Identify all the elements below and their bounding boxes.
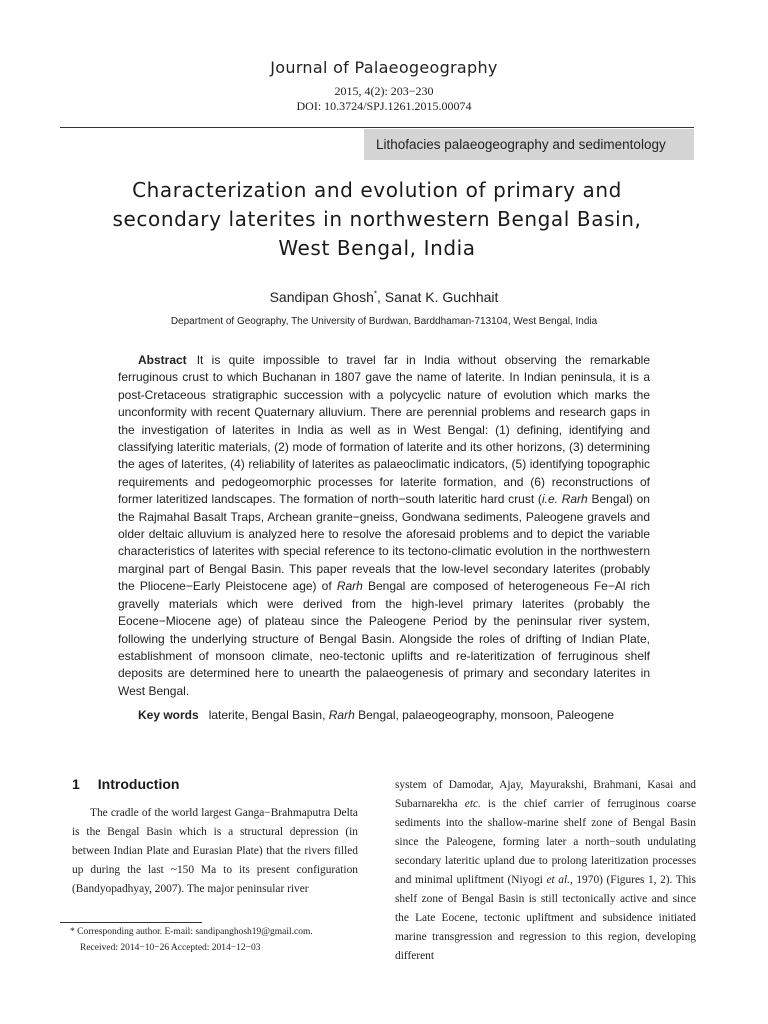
abstract-text: Bengal) on the Rajmahal Basalt Traps, Archean granite−gneiss, Gondwana sediments, Paleogene gravels and older deltaic alluvium is analyzed here to resolve the aforesaid problems and to depict the variable characteristics of laterites with special reference to its tectono-climatic evolution in the northwestern marginal part of Bengal Basin. This paper reveals that the low-level secondary laterites (probably the Pliocene−Early Pleistocene age) of bbox=[118, 492, 650, 594]
body-text-span: is the chief carrier of ferruginous coarse sediments into the shallow-marine shelf zone of Bengal Basin since the Paleogene, forming later a north−south undulating secondary lateritic upland due to prolong lateritization processes and minimal upliftment (Niyogi bbox=[395, 798, 697, 886]
body-text-span: system of Damodar, Ajay, Mayurakshi, Brahmani, Kasai and Subarnarekha bbox=[395, 779, 696, 810]
body-italic: et al. bbox=[546, 874, 570, 886]
header-divider bbox=[60, 127, 694, 128]
abstract-label: Abstract bbox=[138, 353, 187, 367]
title-line: secondary laterites in northwestern Bengal Basin, bbox=[112, 207, 642, 231]
journal-citation: 2015, 4(2): 203−230 bbox=[334, 84, 434, 98]
section-category-badge: Lithofacies palaeogeography and sedimentology bbox=[364, 129, 694, 160]
keywords-text: laterite, Bengal Basin, bbox=[208, 708, 329, 722]
body-italic: etc. bbox=[464, 798, 481, 810]
abstract bbox=[118, 352, 650, 700]
abstract-italic: Rarh bbox=[336, 579, 363, 594]
journal-meta bbox=[0, 84, 768, 114]
keywords-italic: Rarh bbox=[328, 708, 355, 722]
intro-paragraph-left: The cradle of the world largest Ganga−Brahmaputra Delta is the Bengal Basin which is a structural depression (in between Indian Plate and Eurasian Plate) that the rivers filled up during the last ~150 Ma to its present configuration (Bandyopadhyay, 2007). The major peninsular river bbox=[72, 807, 358, 895]
paper-title bbox=[60, 176, 694, 263]
body-text-span: , 1970) (Figures 1, 2). This shelf zone of Bengal Basin is still tectonically active and since the Late Eocene, tectonic upliftment and subsidence initiated marine transgression and regression to this region, developing different bbox=[395, 874, 696, 962]
author-name[interactable]: Sandipan Ghosh bbox=[269, 289, 374, 305]
abstract-italic: Rarh bbox=[561, 492, 588, 507]
journal-name: Journal of Palaeogeography bbox=[270, 58, 498, 77]
keywords-text: Bengal, palaeogeography, monsoon, Paleogene bbox=[354, 708, 615, 722]
section-heading-introduction bbox=[72, 776, 358, 792]
section-number: 1 bbox=[72, 776, 80, 792]
keywords bbox=[118, 708, 678, 722]
corresponding-author-note: * Corresponding author. E-mail: sandipanghosh19@gmail.com. bbox=[70, 927, 313, 937]
title-line: West Bengal, India bbox=[278, 236, 476, 260]
journal-doi[interactable]: DOI: 10.3724/SPJ.1261.2015.00074 bbox=[296, 99, 472, 113]
abstract-italic: i.e. bbox=[541, 492, 558, 507]
abstract-text: Bengal are composed of heterogeneous Fe−Al rich gravelly materials which were derived from the high-level primary laterites (probably the Eocene−Miocene age) of plateau since the Paleogene Period by the peninsular river system, following the underlying structure of Bengal Basin. Alongside the roles of drifting of Indian Plate, establishment of monsoon climate, neo-tectonic uplifts and re-lateritization of ferruginous shelf deposits are determined here to unearth the palaeogenesis of primary and secondary laterites in West Bengal. bbox=[118, 579, 650, 698]
corresponding-author-mark: * bbox=[373, 289, 378, 299]
intro-paragraph-right bbox=[395, 776, 696, 966]
affiliation: Department of Geography, The University of Burdwan, Barddhaman-713104, West Bengal, India bbox=[170, 316, 598, 327]
footnote-divider bbox=[60, 922, 202, 923]
right-column bbox=[395, 776, 696, 966]
footnote bbox=[70, 924, 370, 956]
abstract-text: It is quite impossible to travel far in India without observing the remarkable ferruginous crust to which Buchanan in 1807 gave the name of laterite. In Indian peninsula, it is a post-Cretaceous stratigraphic succession with a polycyclic nature of evolution which marks the unconformity with recent Quaternary alluvium. There are perennial problems and research gaps in the investigation of laterites in India as well as in West Bengal: (1) defining, identifying and classifying lateritic materials, (2) mode of formation of laterite and its other horizons, (3) determining the ages of laterites, (4) reliability of laterites as palaeoclimatic indicators, (5) identifying topographic requirements and pedogeomorphic processes for laterite formation, and (6) reconstructions of former lateritized landscapes. The formation of north−south lateritic hard crust ( bbox=[118, 353, 650, 507]
author-list bbox=[0, 289, 768, 305]
title-line: Characterization and evolution of primary and bbox=[132, 178, 622, 202]
section-title: Introduction bbox=[97, 776, 180, 792]
keywords-label: Key words bbox=[138, 708, 199, 722]
received-accepted-dates: Received: 2014−10−26 Accepted: 2014−12−03 bbox=[80, 943, 261, 953]
left-column bbox=[72, 776, 358, 899]
author-name[interactable]: , Sanat K. Guchhait bbox=[377, 289, 499, 305]
